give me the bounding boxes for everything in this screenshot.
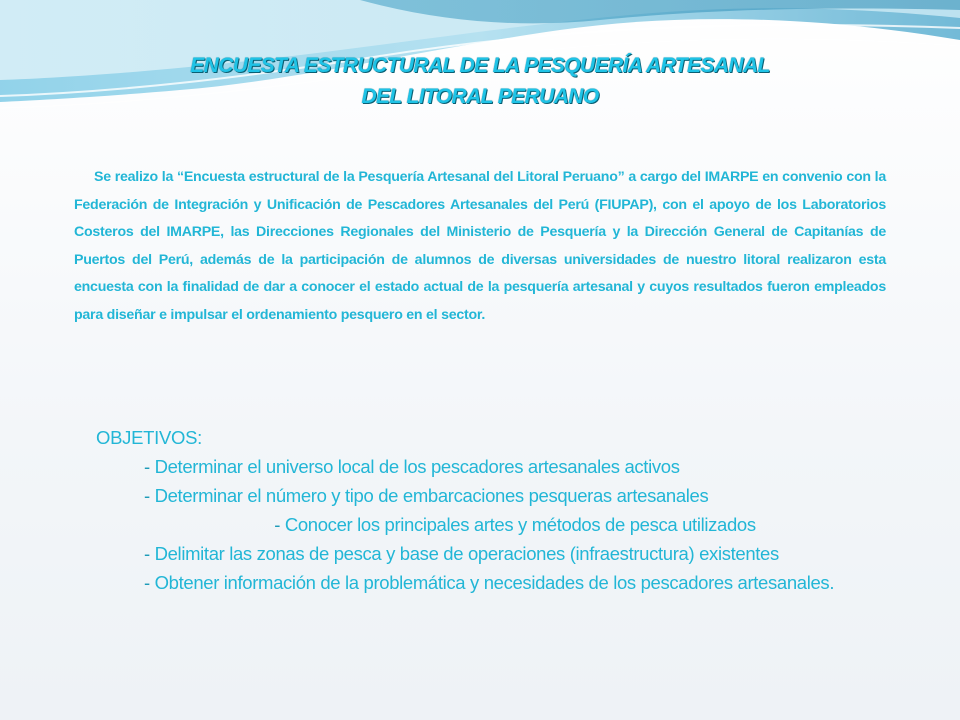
dash-marker: - [144, 485, 150, 506]
objectives-heading: OBJETIVOS: [96, 427, 202, 448]
objective-text: Delimitar las zonas de pesca y base de operaciones (infraestructura) existentes [154, 543, 779, 564]
intro-paragraph: Se realizo la “Encuesta estructural de la Pesquería Artesanal del Litoral Peruano” a cargo del IMARPE en convenio con la Federación de Integración y Unificación de Pescadores Artesanales del Perú (FIUPAP), con el apoyo de los Laboratorios Costeros del IMARPE, las Direcciones Regionales del Ministerio de Pesquería y la Dirección General de Capitanías de Puertos del Perú, además de la participación de alumnos de diversas universidades de nuestro litoral realizaron esta encuesta con la finalidad de dar a conocer el estado actual de la pesquería artesanal y cuyos resultados fueron empleados para diseñar e impulsar el ordenamiento pesquero en el sector. [74, 169, 886, 323]
objective-item [144, 452, 886, 481]
dash-marker: - [274, 514, 281, 535]
objective-text: Determinar el universo local de los pescadores artesanales activos [154, 456, 680, 477]
objective-item [144, 481, 886, 510]
title-line-1: ENCUESTA ESTRUCTURAL DE LA PESQUERÍA ARTESANAL [190, 54, 770, 77]
objective-text: Obtener información de la problemática y necesidades de los pescadores artesanales. [154, 572, 835, 593]
title-line-2: DEL LITORAL PERUANO [361, 85, 599, 108]
dash-marker: - [144, 572, 150, 593]
objective-item [144, 568, 886, 597]
objective-text: Conocer los principales artes y métodos de pesca utilizados [284, 514, 756, 535]
dash-marker: - [144, 543, 150, 564]
objectives-list [96, 452, 886, 597]
objective-text: Determinar el número y tipo de embarcaciones pesqueras artesanales [154, 485, 709, 506]
objective-item [144, 539, 886, 568]
dash-marker: - [144, 456, 150, 477]
objective-item [144, 510, 886, 539]
objectives-section [96, 424, 886, 597]
slide-title [80, 50, 880, 112]
